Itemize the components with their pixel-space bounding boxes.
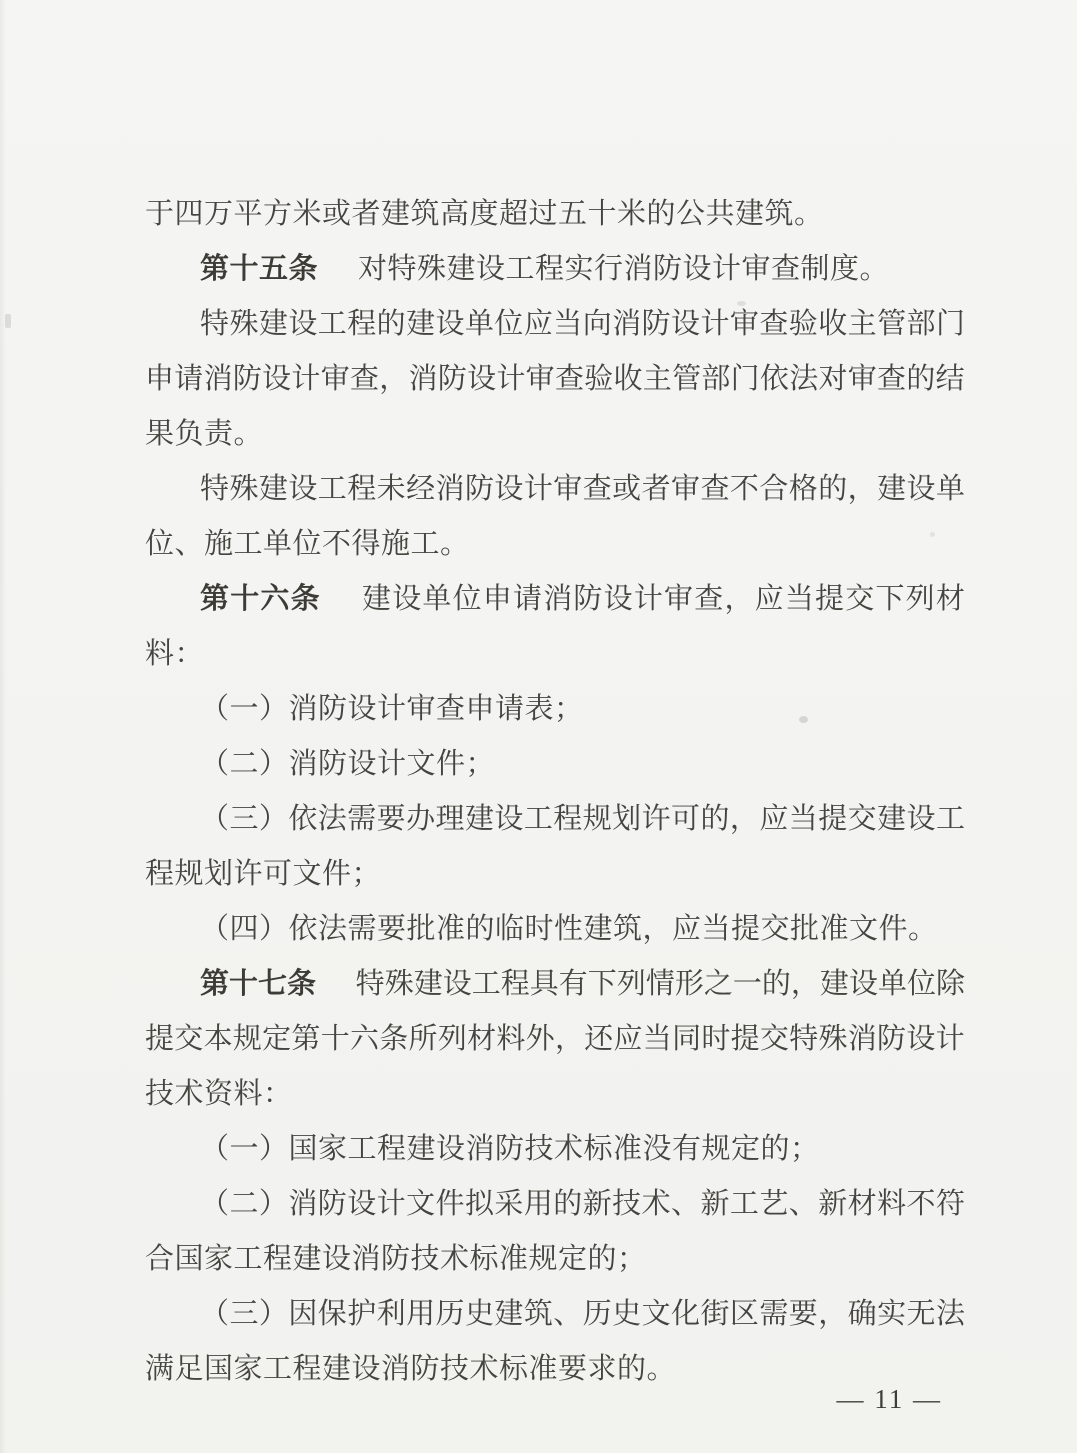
line-text: 料：	[145, 638, 205, 670]
document-text-block	[145, 187, 965, 1397]
article-number: 第十五条	[200, 253, 319, 285]
line-text: （四）依法需要批准的临时性建筑，应当提交批准文件。	[200, 913, 938, 945]
line-text: 于四万平方米或者建筑高度超过五十米的公共建筑。	[145, 198, 824, 230]
line-text: （二）消防设计文件；	[200, 748, 496, 780]
text-line: 第 十 七 条 特 殊 建 设 工 程 具 有 下 列 情 形 之 一 的 ， 建 设 单 位 除	[200, 968, 965, 1000]
line-text: 合国家工程建设消防技术标准规定的；	[145, 1243, 647, 1275]
text-line: （ 二 ） 消 防 设 计 文 件 拟 采 用 的 新 技 术 、 新 工 艺 、 新 材 料 不 符	[200, 1188, 965, 1220]
scan-speck	[5, 314, 11, 328]
text-line	[145, 187, 965, 242]
text-line: （ 三 ） 因 保 护 利 用 历 史 建 筑 、 历 史 文 化 街 区 需 要 ， 确 实 无 法	[200, 1298, 965, 1330]
text-line: 提 交 本 规 定 第 十 六 条 所 列 材 料 外 ， 还 应 当 同 时 提 交 特 殊 消 防 设 计	[145, 1023, 965, 1055]
text-line: 第 十 六 条 建 设 单 位 申 请 消 防 设 计 审 查 ， 应 当 提 交 下 列 材	[200, 583, 965, 615]
text-line: （ 三 ） 依 法 需 要 办 理 建 设 工 程 规 划 许 可 的 ， 应 当 提 交 建 设 工	[200, 803, 965, 835]
text-line	[145, 902, 965, 957]
scan-speck	[737, 301, 746, 306]
scan-speck	[799, 716, 808, 723]
text-line	[145, 737, 965, 792]
text-line: 申 请 消 防 设 计 审 查 ， 消 防 设 计 审 查 验 收 主 管 部 门 依 法 对 审 查 的 结	[145, 363, 965, 395]
line-text: 对特殊建设工程实行消防设计审查制度。	[358, 253, 890, 285]
text-line	[145, 242, 965, 297]
line-text: 程规划许可文件；	[145, 858, 382, 890]
text-line: 特 殊 建 设 工 程 的 建 设 单 位 应 当 向 消 防 设 计 审 查 验 收 主 管 部 门	[200, 308, 965, 340]
text-line	[145, 1067, 965, 1122]
text-line	[145, 1122, 965, 1177]
line-text: 技术资料：	[145, 1078, 293, 1110]
text-line	[145, 1232, 965, 1287]
text-line	[145, 847, 965, 902]
page-number: — 11 —	[836, 1384, 942, 1414]
text-line	[145, 627, 965, 682]
text-line	[145, 682, 965, 737]
scan-speck	[930, 532, 935, 537]
line-text: 位、施工单位不得施工。	[145, 528, 470, 560]
line-text: （一）消防设计审查申请表；	[200, 693, 584, 725]
text-line	[145, 407, 965, 462]
text-line	[145, 517, 965, 572]
line-text: 果负责。	[145, 418, 264, 450]
line-text: （一）国家工程建设消防技术标准没有规定的；	[200, 1133, 820, 1165]
text-line: 特 殊 建 设 工 程 未 经 消 防 设 计 审 查 或 者 审 查 不 合 格 的 ， 建 设 单	[200, 473, 965, 505]
line-text: 满足国家工程建设消防技术标准要求的。	[145, 1353, 677, 1385]
